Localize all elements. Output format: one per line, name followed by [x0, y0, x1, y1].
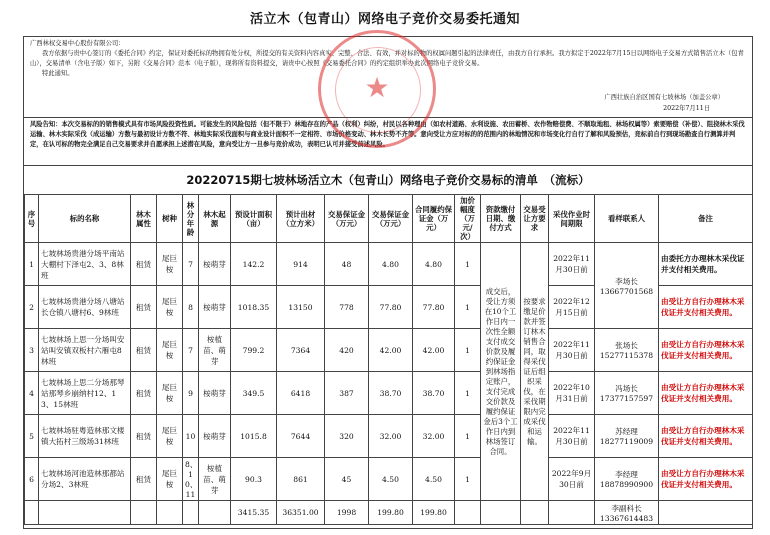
contact-phone: 13667701568 — [599, 286, 654, 296]
row-volume: 7364 — [277, 329, 325, 372]
contact-phone: 13367614483 — [599, 513, 654, 523]
contact-name: 李经理 — [615, 470, 638, 479]
contact-phone: 15277115378 — [599, 351, 654, 360]
row-no: 5 — [25, 415, 39, 458]
row-volume: 861 — [277, 458, 325, 501]
risk-warning: 风险告知：本次交易标的的销售模式具有市场风险投资性质。可能发生的风险包括（但不限于）林地存在的产品（权利）纠纷，村民以各种理由（如农村道路、水利设施、农田蓄桥、农作物赔偿费、不顺取地租、林场权属等）索要赔偿（补偿）、阻挠林木采伐运输、林木实际采伐（成运输）方数与最初设计方数不符、林地实际采伐面积与商业设计面积不一定相符、市场价格变动、林木长势不齐等。意向受让方应对标的的范围内的林地情况和市场变化行自行了解和风险预估，竞标前自行到现场勘查自行测算并判定，在认可标的物完全满足自己交易要求并自愿承担上述潜在风险，意向受让方一旦参与竞价成功，表明已认可并接受前述风险。 — [23, 118, 753, 166]
row-incr: 1 — [455, 372, 481, 415]
contact-phone: 17377157597 — [599, 394, 654, 403]
contact-cell — [595, 329, 659, 372]
table-header-row — [25, 195, 753, 243]
row-perf: 4.50 — [413, 458, 455, 501]
contact-cell — [595, 372, 659, 415]
row-age: 7 — [183, 329, 199, 372]
header-cell: 林分年龄 — [183, 195, 199, 243]
row-origin: 桉萌芽 — [199, 286, 231, 329]
row-age: 8、10、11 — [183, 458, 199, 501]
row-age: 9 — [183, 372, 199, 415]
row-deposit: 4.80 — [369, 243, 413, 286]
payment-terms: 成交后，受让方须在10个工作日内一次性全额支付成交价款及履约保证金到林场指定账户，支付完成交价款及履约保证金后3个工作日内到林场签订合同。 — [481, 243, 521, 501]
totals-row — [25, 501, 753, 525]
table-row — [25, 415, 753, 458]
row-attr: 租赁 — [131, 329, 157, 372]
contact-name: 苏经理 — [615, 427, 638, 436]
notice-date: 2022年7月11日 — [663, 105, 710, 112]
row-period: 2022年11月30日前 — [549, 329, 595, 372]
row-attr: 租赁 — [131, 243, 157, 286]
row-deposit: 77.80 — [369, 286, 413, 329]
total-volume: 36351.00 — [277, 501, 325, 525]
contact-name: 张场长 — [615, 341, 638, 350]
row-species: 尾巨桉 — [157, 372, 183, 415]
row-attr: 租赁 — [131, 286, 157, 329]
row-age: 7 — [183, 243, 199, 286]
contact-name: 冯场长 — [615, 384, 638, 393]
notice-recipient: 广西林权交易中心股份有限公司： — [30, 40, 125, 47]
header-cell: 树种 — [157, 195, 183, 243]
row-attr: 租赁 — [131, 415, 157, 458]
contact-cell — [595, 501, 659, 525]
row-area: 799.2 — [231, 329, 277, 372]
table-row — [25, 372, 753, 415]
header-cell: 加价幅度（万元/次） — [455, 195, 481, 243]
row-perf: 42.00 — [413, 329, 455, 372]
row-period: 2022年10月31日前 — [549, 372, 595, 415]
header-cell: 预计出材（立方米） — [277, 195, 325, 243]
row-perf: 77.80 — [413, 286, 455, 329]
row-volume: 914 — [277, 243, 325, 286]
notice-closing: 特此通知。 — [42, 70, 74, 77]
row-species: 尾巨桉 — [157, 329, 183, 372]
row-origin: 桉萌芽 — [199, 415, 231, 458]
row-deposit: 32.00 — [369, 415, 413, 458]
row-no: 6 — [25, 458, 39, 501]
listing-title: 20220715期七坡林场活立木（包青山）网络电子竞价交易标的清单 （流标） — [186, 173, 590, 187]
contact-cell — [595, 243, 659, 329]
row-remark: 由受让方自行办理林木采伐证并支付相关费用。 — [659, 286, 753, 329]
row-area: 1018.35 — [231, 286, 277, 329]
row-no: 3 — [25, 329, 39, 372]
entrust-notice — [23, 36, 753, 118]
row-area: 90.3 — [231, 458, 277, 501]
row-area: 142.2 — [231, 243, 277, 286]
row-incr: 1 — [455, 286, 481, 329]
row-perf: 32.00 — [413, 415, 455, 458]
header-cell: 合同履约保证金（万元） — [413, 195, 455, 243]
row-attr: 租赁 — [131, 458, 157, 501]
row-period: 2022年9月30日前 — [549, 458, 595, 501]
row-remark: 由受让方自行办理林木采伐证并支付相关费用。 — [659, 415, 753, 458]
contact-phone: 18277119009 — [599, 437, 654, 446]
header-cell: 交易保证金（万元） — [369, 195, 413, 243]
total-deposit: 199.80 — [369, 501, 413, 525]
listing-table — [24, 194, 753, 525]
row-perf: 4.80 — [413, 243, 455, 286]
row-no: 4 — [25, 372, 39, 415]
row-reserve: 420 — [325, 329, 369, 372]
buyer-requirements: 按要求缴足价款并签订林木销售合同，取得采伐证后组织采伐，在采伐期限内完成采伐和运输。 — [521, 243, 549, 501]
header-cell: 预设计面积（亩） — [231, 195, 277, 243]
row-period: 2022年11月30日前 — [549, 415, 595, 458]
row-name: 七坡林场贵港分场八塘站长仓镇八塘村6、9林班 — [39, 286, 131, 329]
header-cell: 林木起源 — [199, 195, 231, 243]
row-incr: 1 — [455, 458, 481, 501]
table-row — [25, 329, 753, 372]
row-species: 尾巨桉 — [157, 458, 183, 501]
row-area: 1015.8 — [231, 415, 277, 458]
contact-cell — [595, 415, 659, 458]
table-row — [25, 458, 753, 501]
row-volume: 6418 — [277, 372, 325, 415]
row-reserve: 778 — [325, 286, 369, 329]
contact-phone: 18878990900 — [599, 480, 654, 489]
row-incr: 1 — [455, 329, 481, 372]
row-no: 1 — [25, 243, 39, 286]
contact-name: 李场长 — [615, 276, 638, 286]
row-name: 七坡林场河池造林那都站分场2、3林班 — [39, 458, 131, 501]
header-cell: 资款缴付日期、缴付方式 — [481, 195, 521, 243]
header-cell: 序号 — [25, 195, 39, 243]
row-deposit: 38.70 — [369, 372, 413, 415]
listing-section — [23, 166, 753, 529]
row-reserve: 45 — [325, 458, 369, 501]
header-cell: 看样联系人 — [595, 195, 659, 243]
header-cell: 备注 — [659, 195, 753, 243]
row-name: 七坡林场上思一分场叫安站叫安镇双板村六雁屯8林班 — [39, 329, 131, 372]
row-species: 尾巨桉 — [157, 286, 183, 329]
row-deposit: 4.50 — [369, 458, 413, 501]
row-origin: 桉萌芽 — [199, 372, 231, 415]
row-species: 尾巨桉 — [157, 243, 183, 286]
row-name: 七坡林场上思二分场那琴站那琴乡崩纳村12、13、15林班 — [39, 372, 131, 415]
seal-star-icon: ★ — [364, 71, 390, 104]
table-row — [25, 243, 753, 286]
total-reserve: 1998 — [325, 501, 369, 525]
row-name: 七坡林场驻粤造林那文楼镇大拓村三级场31林班 — [39, 415, 131, 458]
row-perf: 38.70 — [413, 372, 455, 415]
row-reserve: 48 — [325, 243, 369, 286]
row-remark: 由受让方自行办理林木采伐证并支付相关费用。 — [659, 458, 753, 501]
header-cell: 林木属性 — [131, 195, 157, 243]
row-volume: 13150 — [277, 286, 325, 329]
row-species: 尾巨桉 — [157, 415, 183, 458]
row-origin: 桉植苗、萌芽 — [199, 458, 231, 501]
row-deposit: 42.00 — [369, 329, 413, 372]
row-remark: 由受让方自行办理林木采伐证并支付相关费用。 — [659, 372, 753, 415]
notice-signer: 广西壮族自治区国有七坡林场（加盖公章） — [604, 94, 724, 101]
contact-cell — [595, 458, 659, 501]
total-perf: 199.80 — [413, 501, 455, 525]
row-age: 8 — [183, 286, 199, 329]
row-reserve: 320 — [325, 415, 369, 458]
row-remark: 由受让方自行办理林木采伐证并支付相关费用。 — [659, 329, 753, 372]
total-area: 3415.35 — [231, 501, 277, 525]
page-title: 活立木（包青山）网络电子竞价交易委托通知 — [249, 12, 520, 27]
row-remark: 由委托方办理林木采伐证并支付相关费用。 — [659, 243, 753, 286]
notice-body: 我方依据与贵中心签订的《委托合同》约定，保证对委托标的物拥有处分权，所提交的有关资料内容真实、完整、合法、有效，并对标的物的权属问题引起的法律责任，由我方自行承担。我方拟定于2022年7月15日以网络电子交易方式销售活立木（包青山），交易清单（含电子版）如下，另附《交易合同》范本（电子版），现将所有资料提交，请贵中心按照《交易委托合同》的约定组织举办此次网络电子竞价交易。 — [30, 50, 744, 67]
header-cell: 交易受让方要求 — [521, 195, 549, 243]
row-incr: 1 — [455, 243, 481, 286]
row-incr: 1 — [455, 415, 481, 458]
header-cell: 交易保证金（万元） — [325, 195, 369, 243]
row-volume: 7644 — [277, 415, 325, 458]
row-attr: 租赁 — [131, 372, 157, 415]
row-area: 349.5 — [231, 372, 277, 415]
row-origin: 桉萌芽 — [199, 243, 231, 286]
header-cell: 标的名称 — [39, 195, 131, 243]
contact-name: 李副科长 — [611, 503, 642, 513]
row-period: 2022年11月30日前 — [549, 243, 595, 286]
row-reserve: 387 — [325, 372, 369, 415]
header-cell: 采伐作业时间期限 — [549, 195, 595, 243]
row-age: 10 — [183, 415, 199, 458]
row-no: 2 — [25, 286, 39, 329]
row-period: 2022年12月15日前 — [549, 286, 595, 329]
row-origin: 桉植苗、萌芽 — [199, 329, 231, 372]
row-name: 七坡林场贵港分场平南站大棚村下泽屯2、3、8林班 — [39, 243, 131, 286]
